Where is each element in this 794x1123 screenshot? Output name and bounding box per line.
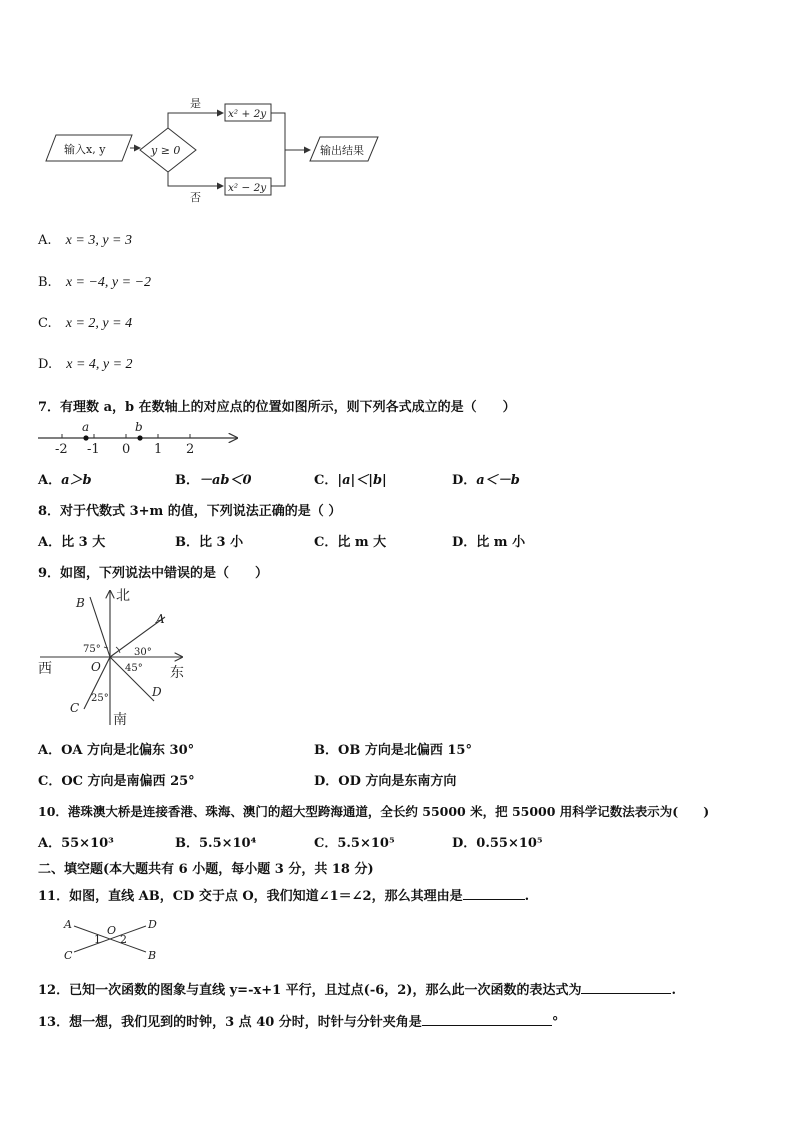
label-b: B (76, 596, 85, 610)
q13-stem-end: ° (551, 1015, 559, 1030)
q10-option-a-text: 55×10³ (61, 836, 114, 851)
angle-d-45: 45° (125, 663, 143, 674)
q7-option-d-text: a＜－b (476, 473, 520, 488)
q9-option-c[interactable] (38, 770, 195, 789)
section-fill-in-heading: 二、填空题(本大题共有 6 小题，每小题 3 分，共 18 分) (38, 862, 374, 877)
flow-output-label: 输出结果 (320, 144, 364, 157)
q7-option-d-letter: D． (452, 473, 477, 488)
q12-stem (38, 979, 676, 998)
label-line-c: C (64, 949, 73, 962)
flow-condition: y ≥ 0 (151, 144, 181, 157)
label-angle-1: 1 (94, 933, 101, 946)
q6-option-c-letter: C. (38, 316, 52, 331)
q6-option-c[interactable] (38, 316, 132, 332)
q8-option-d-text: 比 m 小 (476, 535, 526, 550)
angle-b-75: 75° (83, 644, 101, 655)
q6-option-a[interactable] (38, 233, 132, 249)
label-line-a: A (64, 918, 72, 931)
compass-east: 东 (170, 665, 184, 681)
label-angle-2: 2 (120, 933, 127, 946)
point-a-label: a (82, 420, 90, 434)
q11-stem-end: . (524, 889, 530, 904)
intersecting-lines-diagram (60, 912, 160, 964)
q10-option-d[interactable] (452, 832, 543, 851)
q8-option-a-letter: A． (38, 535, 62, 550)
tick-label-2: 2 (186, 442, 195, 457)
q6-option-d-text: x = 4, y = 2 (66, 357, 133, 372)
flow-input-label: 输入x, y (64, 143, 106, 156)
compass-diagram (34, 585, 194, 730)
q12-answer-blank[interactable] (581, 981, 671, 994)
compass-north: 北 (116, 588, 130, 604)
tick-label-neg2: -2 (55, 442, 68, 457)
q6-option-c-text: x = 2, y = 4 (65, 316, 133, 331)
q7-option-d[interactable] (452, 469, 520, 488)
q13-stem-text: 13．想一想，我们见到的时钟，3 点 40 分时，时针与分针夹角是 (38, 1015, 422, 1030)
q11-stem (38, 885, 529, 904)
q7-stem: 7．有理数 a，b 在数轴上的对应点的位置如图所示，则下列各式成立的是（ ） (38, 400, 516, 415)
q9-option-c-text: OC 方向是南偏西 25° (61, 774, 195, 789)
q8-option-b-text: 比 3 小 (199, 535, 244, 550)
q6-option-a-letter: A. (38, 233, 52, 248)
q8-option-d-letter: D． (452, 535, 477, 550)
point-a (83, 435, 88, 440)
flow-yes-label: 是 (190, 97, 201, 110)
q12-stem-end: . (671, 983, 676, 998)
q11-stem-text: 11．如图，直线 AB，CD 交于点 O，我们知道∠1＝∠2，那么其理由是 (38, 889, 463, 904)
q8-option-c-letter: C． (314, 535, 338, 550)
tick-label-neg1: -1 (87, 442, 100, 457)
label-a: A (156, 612, 165, 626)
q10-option-d-text: 0.55×10⁵ (476, 836, 543, 851)
q11-answer-blank[interactable] (463, 887, 525, 900)
q13-stem (38, 1011, 558, 1030)
q8-option-a-text: 比 3 大 (61, 535, 106, 550)
number-line (34, 418, 244, 458)
q10-option-b-letter: B． (175, 836, 199, 851)
label-line-b: B (148, 949, 157, 962)
q9-option-c-letter: C． (38, 774, 62, 789)
q10-option-c-letter: C． (314, 836, 338, 851)
q7-option-b[interactable] (175, 469, 252, 488)
q9-option-a[interactable] (38, 739, 194, 758)
angle-c-25: 25° (91, 693, 109, 704)
q8-option-a[interactable] (38, 531, 105, 550)
q9-stem: 9．如图，下列说法中错误的是（ ） (38, 566, 269, 581)
q7-option-a-letter: A． (38, 473, 62, 488)
q6-option-a-text: x = 3, y = 3 (65, 233, 132, 248)
q9-option-d-text: OD 方向是东南方向 (338, 774, 457, 789)
q9-option-a-text: OA 方向是北偏东 30° (61, 743, 195, 758)
q10-option-a[interactable] (38, 832, 114, 851)
q13-answer-blank[interactable] (422, 1013, 552, 1026)
angle-a-30: 30° (134, 647, 152, 658)
q8-option-b[interactable] (175, 531, 243, 550)
label-d: D (152, 685, 162, 699)
q7-option-c-text: |a|＜|b| (337, 473, 387, 488)
q10-option-a-letter: A． (38, 836, 62, 851)
q8-option-b-letter: B． (175, 535, 199, 550)
q7-option-a-text: a＞b (61, 473, 92, 488)
q9-option-d[interactable] (314, 770, 456, 789)
compass-west: 西 (38, 661, 52, 677)
q9-option-d-letter: D． (314, 774, 339, 789)
q6-option-b[interactable] (38, 275, 151, 291)
q7-option-b-text: －ab＜0 (199, 473, 252, 488)
q6-option-b-text: x = −4, y = −2 (65, 275, 152, 290)
q7-option-a[interactable] (38, 469, 92, 488)
label-line-d: D (148, 918, 157, 931)
label-o: O (91, 660, 101, 674)
q6-option-b-letter: B. (38, 275, 52, 290)
label-c: C (70, 701, 80, 715)
q10-stem: 10．港珠澳大桥是连接香港、珠海、澳门的超大型跨海通道，全长约 55000 米，把 55000 用科学记数法表示为( ) (38, 804, 710, 819)
point-b-label: b (135, 420, 143, 434)
q10-option-d-letter: D． (452, 836, 477, 851)
flowchart (40, 95, 400, 207)
flow-yes-expr: x² + 2y (228, 108, 267, 120)
q7-option-c[interactable] (314, 469, 387, 488)
point-b (137, 435, 142, 440)
q6-option-d-letter: D. (38, 357, 53, 372)
tick-label-0: 0 (122, 442, 131, 457)
q9-option-b-text: OB 方向是北偏西 15° (338, 743, 472, 758)
flow-no-label: 否 (190, 191, 201, 204)
q8-option-c[interactable] (314, 531, 386, 550)
label-point-o: O (107, 924, 117, 937)
q9-option-b-letter: B． (314, 743, 338, 758)
q12-stem-text: 12．已知一次函数的图象与直线 y=-x+1 平行，且过点(-6，2)，那么此一次函数的表达式为 (38, 983, 582, 998)
compass-south: 南 (113, 712, 127, 728)
q8-stem: 8．对于代数式 3+m 的值，下列说法正确的是（ ） (38, 504, 342, 519)
tick-label-1: 1 (154, 442, 163, 457)
q7-option-c-letter: C． (314, 473, 338, 488)
q9-option-b[interactable] (314, 739, 472, 758)
q10-option-c-text: 5.5×10⁵ (337, 836, 395, 851)
q8-option-c-text: 比 m 大 (337, 535, 387, 550)
flow-no-expr: x² − 2y (228, 182, 267, 194)
q6-option-d[interactable] (38, 357, 133, 373)
q10-option-c[interactable] (314, 832, 395, 851)
q10-option-b-text: 5.5×10⁴ (199, 836, 257, 851)
q9-option-a-letter: A． (38, 743, 62, 758)
q7-option-b-letter: B． (175, 473, 199, 488)
q8-option-d[interactable] (452, 531, 525, 550)
q10-option-b[interactable] (175, 832, 256, 851)
